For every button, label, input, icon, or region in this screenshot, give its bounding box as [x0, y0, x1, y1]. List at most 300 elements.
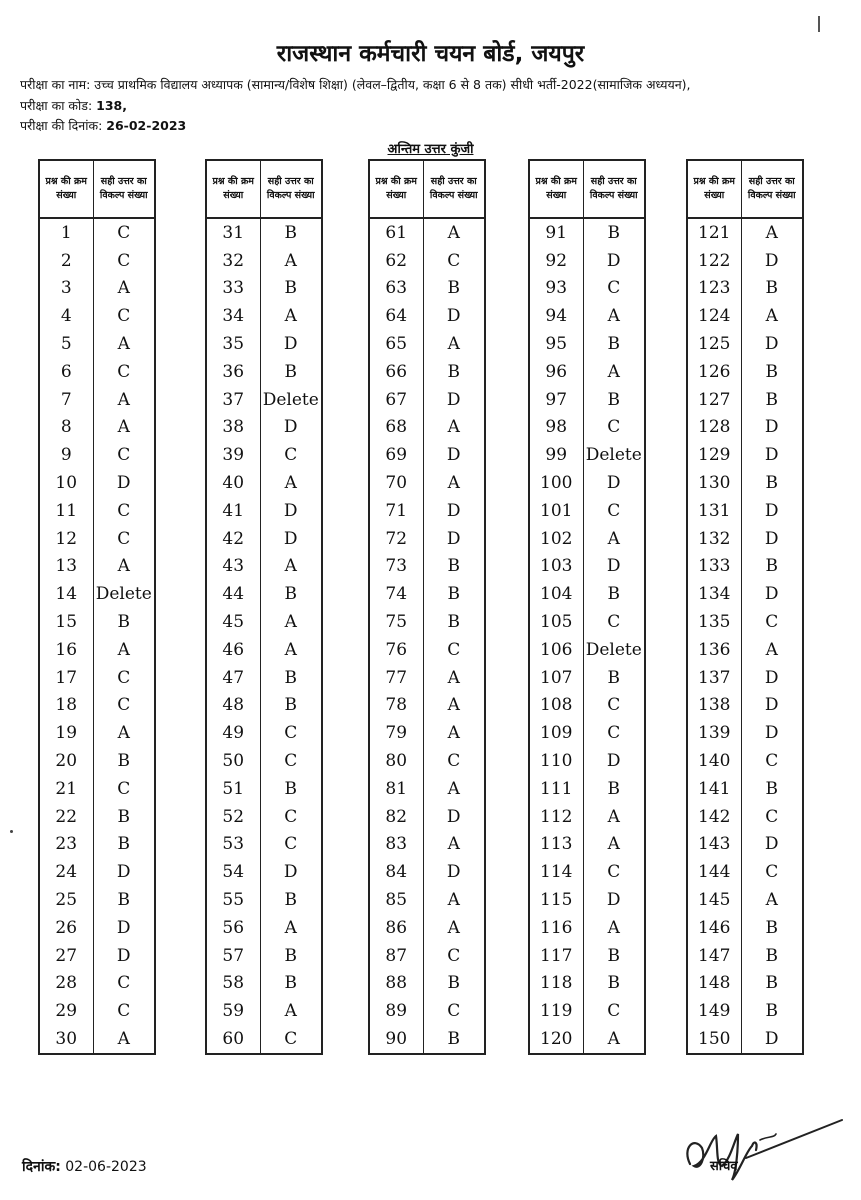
- table-row: [687, 719, 803, 747]
- question-number: 46: [206, 636, 260, 664]
- question-number: 31: [206, 218, 260, 247]
- table-row: [39, 386, 155, 414]
- answer-option: D: [741, 719, 803, 747]
- answer-option: A: [741, 636, 803, 664]
- question-number: 3: [39, 275, 93, 303]
- question-number: 64: [369, 302, 423, 330]
- question-number: 116: [529, 914, 583, 942]
- correct-option-header: सही उत्तर का विकल्प संख्या: [93, 160, 155, 218]
- question-number: 51: [206, 775, 260, 803]
- question-number: 1: [39, 218, 93, 247]
- table-row: [206, 386, 322, 414]
- table-row: [369, 858, 485, 886]
- correct-option-header: सही उत्तर का विकल्प संख्या: [423, 160, 485, 218]
- answer-option: D: [741, 247, 803, 275]
- table-row: [687, 608, 803, 636]
- answer-option: B: [741, 914, 803, 942]
- table-row: [687, 247, 803, 275]
- table-row: [39, 1025, 155, 1054]
- table-row: [206, 664, 322, 692]
- answer-option: B: [583, 775, 645, 803]
- answer-option: C: [423, 747, 485, 775]
- answer-option: C: [741, 858, 803, 886]
- answer-option: C: [423, 247, 485, 275]
- table-row: [529, 525, 645, 553]
- table-row: [687, 886, 803, 914]
- table-row: [687, 747, 803, 775]
- question-number: 49: [206, 719, 260, 747]
- table-row: [206, 997, 322, 1025]
- question-number: 95: [529, 330, 583, 358]
- question-number: 14: [39, 580, 93, 608]
- table-row: [529, 441, 645, 469]
- answer-option: C: [583, 719, 645, 747]
- answer-option: A: [741, 218, 803, 247]
- answer-option: A: [423, 719, 485, 747]
- question-number: 110: [529, 747, 583, 775]
- question-number: 17: [39, 664, 93, 692]
- question-number: 148: [687, 970, 741, 998]
- question-number: 83: [369, 831, 423, 859]
- table-row: [39, 497, 155, 525]
- answer-option: A: [93, 719, 155, 747]
- question-number: 4: [39, 302, 93, 330]
- question-number: 136: [687, 636, 741, 664]
- question-number: 20: [39, 747, 93, 775]
- answer-option: A: [423, 218, 485, 247]
- answer-option: C: [260, 747, 322, 775]
- question-number-header: प्रश्न की क्रम संख्या: [39, 160, 93, 218]
- table-row: [369, 608, 485, 636]
- table-row: [369, 692, 485, 720]
- table-row: [369, 302, 485, 330]
- answer-option: C: [93, 664, 155, 692]
- question-number: 137: [687, 664, 741, 692]
- question-number: 6: [39, 358, 93, 386]
- table-row: [206, 247, 322, 275]
- question-number: 38: [206, 414, 260, 442]
- table-header-row: [369, 160, 485, 218]
- answer-option: B: [93, 886, 155, 914]
- answer-table-5: [686, 159, 804, 1055]
- answer-option: A: [423, 692, 485, 720]
- answer-option: B: [260, 886, 322, 914]
- table-row: [206, 775, 322, 803]
- answer-option: B: [741, 358, 803, 386]
- answer-option: C: [583, 414, 645, 442]
- question-number: 118: [529, 970, 583, 998]
- table-row: [369, 1025, 485, 1054]
- question-number: 128: [687, 414, 741, 442]
- table-row: [529, 218, 645, 247]
- question-number: 9: [39, 441, 93, 469]
- question-number: 87: [369, 942, 423, 970]
- answer-table-1: [38, 159, 156, 1055]
- table-row: [39, 970, 155, 998]
- answer-option: B: [741, 970, 803, 998]
- table-row: [206, 803, 322, 831]
- question-number: 147: [687, 942, 741, 970]
- answer-option: C: [93, 358, 155, 386]
- table-row: [369, 218, 485, 247]
- table-header-row: [206, 160, 322, 218]
- table-row: [369, 997, 485, 1025]
- exam-date-line: [20, 117, 186, 134]
- answer-option: D: [741, 414, 803, 442]
- question-number: 131: [687, 497, 741, 525]
- answer-option: A: [93, 275, 155, 303]
- answer-option: A: [260, 914, 322, 942]
- table-row: [206, 831, 322, 859]
- question-number: 56: [206, 914, 260, 942]
- table-row: [206, 580, 322, 608]
- question-number: 23: [39, 831, 93, 859]
- question-number-header: प्रश्न की क्रम संख्या: [206, 160, 260, 218]
- question-number: 88: [369, 970, 423, 998]
- answer-option: B: [741, 386, 803, 414]
- question-number: 100: [529, 469, 583, 497]
- answer-option: A: [93, 636, 155, 664]
- table-row: [369, 719, 485, 747]
- question-number: 115: [529, 886, 583, 914]
- answer-option: A: [583, 302, 645, 330]
- answer-option: D: [741, 330, 803, 358]
- question-number: 68: [369, 414, 423, 442]
- exam-code-label: परीक्षा का कोड:: [20, 98, 93, 113]
- answer-option: D: [260, 497, 322, 525]
- answer-option: A: [423, 414, 485, 442]
- answer-option: B: [423, 358, 485, 386]
- answer-option: D: [423, 441, 485, 469]
- table-row: [39, 886, 155, 914]
- question-number: 27: [39, 942, 93, 970]
- answer-option: C: [93, 218, 155, 247]
- table-row: [39, 441, 155, 469]
- table-row: [39, 580, 155, 608]
- table-row: [687, 580, 803, 608]
- answer-option: A: [93, 414, 155, 442]
- answer-option: Delete: [583, 636, 645, 664]
- table-row: [206, 218, 322, 247]
- answer-option: C: [741, 608, 803, 636]
- table-header-row: [39, 160, 155, 218]
- answer-option: B: [423, 553, 485, 581]
- signature: [676, 1110, 846, 1190]
- answer-option: B: [741, 469, 803, 497]
- question-number: 120: [529, 1025, 583, 1054]
- scan-mark: [818, 16, 820, 32]
- answer-option: Delete: [93, 580, 155, 608]
- answer-option: C: [93, 441, 155, 469]
- table-row: [206, 636, 322, 664]
- answer-option: D: [583, 553, 645, 581]
- table-row: [687, 414, 803, 442]
- answer-option: A: [93, 1025, 155, 1054]
- answer-table-4: [528, 159, 646, 1055]
- question-number: 24: [39, 858, 93, 886]
- question-number: 67: [369, 386, 423, 414]
- exam-name-line: [20, 76, 690, 93]
- table-row: [529, 330, 645, 358]
- footer-date-label: दिनांक:: [22, 1159, 61, 1175]
- question-number: 93: [529, 275, 583, 303]
- answer-option: B: [583, 580, 645, 608]
- question-number: 79: [369, 719, 423, 747]
- answer-option: C: [93, 775, 155, 803]
- footer-date: [22, 1157, 147, 1176]
- table-row: [687, 218, 803, 247]
- table-row: [39, 302, 155, 330]
- answer-option: B: [260, 970, 322, 998]
- question-number: 104: [529, 580, 583, 608]
- answer-option: A: [583, 358, 645, 386]
- question-number: 92: [529, 247, 583, 275]
- table-row: [39, 218, 155, 247]
- answer-option: C: [260, 831, 322, 859]
- question-number: 40: [206, 469, 260, 497]
- question-number: 144: [687, 858, 741, 886]
- question-number-header: प्रश्न की क्रम संख्या: [687, 160, 741, 218]
- answer-option: C: [583, 497, 645, 525]
- table-row: [206, 497, 322, 525]
- question-number: 127: [687, 386, 741, 414]
- answer-option: D: [423, 858, 485, 886]
- question-number: 90: [369, 1025, 423, 1054]
- table-row: [687, 803, 803, 831]
- answer-option: B: [260, 664, 322, 692]
- signatory-label: सचिव: [710, 1159, 738, 1174]
- table-row: [529, 831, 645, 859]
- question-number: 129: [687, 441, 741, 469]
- table-row: [687, 525, 803, 553]
- question-number: 12: [39, 525, 93, 553]
- answer-option: B: [93, 803, 155, 831]
- question-number: 150: [687, 1025, 741, 1054]
- table-row: [529, 970, 645, 998]
- answer-option: D: [423, 525, 485, 553]
- question-number: 39: [206, 441, 260, 469]
- table-row: [369, 914, 485, 942]
- question-number: 21: [39, 775, 93, 803]
- table-row: [369, 358, 485, 386]
- question-number: 32: [206, 247, 260, 275]
- answer-option: B: [583, 386, 645, 414]
- table-row: [687, 497, 803, 525]
- question-number: 121: [687, 218, 741, 247]
- table-row: [529, 719, 645, 747]
- table-row: [369, 553, 485, 581]
- question-number: 28: [39, 970, 93, 998]
- answer-option: D: [741, 692, 803, 720]
- table-row: [369, 803, 485, 831]
- answer-option: B: [260, 218, 322, 247]
- answer-option: A: [741, 302, 803, 330]
- table-row: [206, 302, 322, 330]
- table-header-row: [687, 160, 803, 218]
- question-number: 108: [529, 692, 583, 720]
- answer-option: B: [260, 942, 322, 970]
- answer-option: D: [741, 525, 803, 553]
- question-number-header: प्रश्न की क्रम संख्या: [529, 160, 583, 218]
- question-number: 125: [687, 330, 741, 358]
- answer-option: C: [260, 803, 322, 831]
- table-row: [529, 247, 645, 275]
- answer-option: Delete: [260, 386, 322, 414]
- question-number: 65: [369, 330, 423, 358]
- question-number: 94: [529, 302, 583, 330]
- exam-code-value: 138,: [96, 98, 127, 113]
- question-number: 141: [687, 775, 741, 803]
- question-number: 52: [206, 803, 260, 831]
- table-row: [369, 580, 485, 608]
- question-number: 86: [369, 914, 423, 942]
- question-number: 19: [39, 719, 93, 747]
- answer-option: C: [741, 747, 803, 775]
- question-number: 85: [369, 886, 423, 914]
- correct-option-header: सही उत्तर का विकल्प संख्या: [583, 160, 645, 218]
- table-row: [206, 275, 322, 303]
- answer-option: C: [93, 525, 155, 553]
- answer-option: D: [583, 747, 645, 775]
- table-row: [687, 970, 803, 998]
- question-number: 43: [206, 553, 260, 581]
- answer-option: D: [260, 330, 322, 358]
- question-number: 26: [39, 914, 93, 942]
- question-number: 119: [529, 997, 583, 1025]
- table-row: [529, 497, 645, 525]
- table-row: [206, 942, 322, 970]
- table-row: [206, 469, 322, 497]
- table-row: [529, 775, 645, 803]
- question-number: 117: [529, 942, 583, 970]
- answer-option: C: [260, 1025, 322, 1054]
- exam-name-label: परीक्षा का नाम:: [20, 77, 91, 92]
- table-row: [369, 970, 485, 998]
- table-row: [687, 441, 803, 469]
- table-row: [206, 608, 322, 636]
- table-row: [687, 358, 803, 386]
- question-number: 22: [39, 803, 93, 831]
- table-row: [39, 636, 155, 664]
- answer-option: D: [583, 247, 645, 275]
- table-row: [687, 692, 803, 720]
- answer-option: A: [583, 803, 645, 831]
- answer-option: B: [93, 747, 155, 775]
- question-number: 107: [529, 664, 583, 692]
- answer-option: B: [423, 275, 485, 303]
- answer-option: B: [423, 970, 485, 998]
- table-row: [39, 414, 155, 442]
- table-row: [206, 330, 322, 358]
- question-number: 124: [687, 302, 741, 330]
- table-row: [39, 525, 155, 553]
- question-number: 71: [369, 497, 423, 525]
- table-row: [369, 942, 485, 970]
- answer-option: D: [423, 302, 485, 330]
- question-number: 47: [206, 664, 260, 692]
- table-row: [369, 275, 485, 303]
- table-row: [206, 970, 322, 998]
- question-number: 82: [369, 803, 423, 831]
- table-row: [369, 414, 485, 442]
- answer-option: A: [423, 886, 485, 914]
- answer-option: C: [93, 692, 155, 720]
- table-row: [39, 747, 155, 775]
- answer-option: Delete: [583, 441, 645, 469]
- question-number: 60: [206, 1025, 260, 1054]
- table-row: [529, 608, 645, 636]
- answer-option: A: [423, 664, 485, 692]
- question-number: 112: [529, 803, 583, 831]
- question-number: 37: [206, 386, 260, 414]
- answer-option: C: [423, 942, 485, 970]
- exam-date-label: परीक्षा की दिनांक:: [20, 118, 103, 133]
- table-row: [687, 914, 803, 942]
- question-number: 45: [206, 608, 260, 636]
- answer-option: D: [741, 441, 803, 469]
- table-row: [529, 302, 645, 330]
- question-number: 5: [39, 330, 93, 358]
- question-number: 80: [369, 747, 423, 775]
- question-number: 138: [687, 692, 741, 720]
- table-row: [369, 831, 485, 859]
- answer-option: B: [260, 775, 322, 803]
- answer-option: A: [423, 914, 485, 942]
- question-number: 105: [529, 608, 583, 636]
- table-row: [369, 525, 485, 553]
- table-row: [369, 330, 485, 358]
- question-number: 44: [206, 580, 260, 608]
- question-number: 145: [687, 886, 741, 914]
- answer-option: B: [741, 553, 803, 581]
- table-row: [529, 414, 645, 442]
- question-number: 84: [369, 858, 423, 886]
- answer-option: A: [260, 469, 322, 497]
- table-row: [529, 386, 645, 414]
- table-row: [529, 553, 645, 581]
- answer-option: A: [260, 302, 322, 330]
- table-row: [529, 636, 645, 664]
- answer-option: B: [741, 775, 803, 803]
- table-row: [39, 831, 155, 859]
- question-number-header: प्रश्न की क्रम संख्या: [369, 160, 423, 218]
- question-number: 58: [206, 970, 260, 998]
- question-number: 30: [39, 1025, 93, 1054]
- page-title: राजस्थान कर्मचारी चयन बोर्ड, जयपुर: [276, 41, 585, 67]
- answer-key-subtitle: अन्तिम उत्तर कुंजी: [387, 142, 474, 157]
- exam-date-value: 26-02-2023: [106, 118, 187, 133]
- answer-option: D: [741, 497, 803, 525]
- table-row: [39, 553, 155, 581]
- question-number: 134: [687, 580, 741, 608]
- question-number: 35: [206, 330, 260, 358]
- table-row: [206, 1025, 322, 1054]
- question-number: 74: [369, 580, 423, 608]
- table-row: [369, 747, 485, 775]
- question-number: 130: [687, 469, 741, 497]
- correct-option-header: सही उत्तर का विकल्प संख्या: [260, 160, 322, 218]
- question-number: 8: [39, 414, 93, 442]
- answer-option: C: [93, 247, 155, 275]
- answer-option: C: [583, 858, 645, 886]
- answer-option: D: [583, 469, 645, 497]
- table-row: [206, 692, 322, 720]
- question-number: 135: [687, 608, 741, 636]
- answer-option: D: [93, 942, 155, 970]
- question-number: 103: [529, 553, 583, 581]
- table-row: [39, 803, 155, 831]
- answer-option: C: [93, 302, 155, 330]
